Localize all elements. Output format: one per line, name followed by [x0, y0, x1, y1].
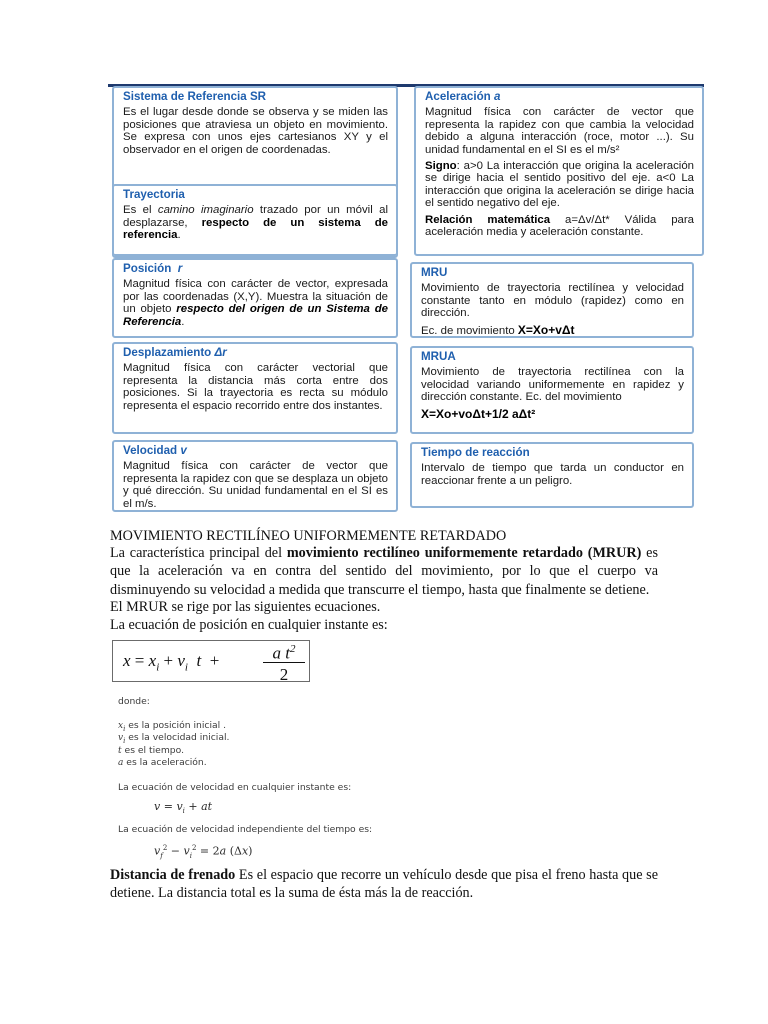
text-run: a=Δv/Δt* Válida para aceleración media y aceleración constante.: [425, 213, 694, 239]
position-formula: [112, 640, 310, 682]
box-title: Tiempo de reacción: [421, 446, 530, 459]
text-run: trazado por un móvil al desplazarse,: [123, 204, 388, 229]
box-title: [123, 445, 388, 457]
text-bold: respecto de un sistema de referencia: [123, 216, 388, 242]
notes-velocity-indep-label: La ecuación de velocidad independiente del tiempo es:: [118, 824, 373, 835]
formula-fraction: a $t^2$ 2: [263, 643, 305, 685]
text-run: .: [177, 229, 181, 242]
text-run: La característica principal del: [110, 545, 287, 561]
text-bold-italic: respecto del origen de un Sistema de Referencia: [123, 303, 388, 328]
paragraph-mrur: [110, 544, 658, 599]
paragraph-distancia-frenado: [110, 866, 658, 903]
box-velocidad: [112, 440, 398, 512]
box-title: [123, 263, 388, 275]
box-mrua: [410, 346, 694, 434]
text-bold: movimiento rectilíneo uniformemente retardado (MRUR): [286, 545, 642, 561]
velocity-indep-equation: $v_f^2 - v_i^2 = 2a$ (Δx): [154, 844, 253, 860]
box-posicion: [112, 258, 398, 338]
text-run: Es el: [123, 204, 158, 217]
box-body: [123, 278, 388, 328]
notes-image: [112, 690, 402, 862]
box-signo: [425, 160, 694, 210]
box-title: MRUA: [421, 350, 456, 363]
box-trayectoria: [112, 184, 398, 256]
text-run: Magnitud física con carácter de vector, expresada por las coordenadas (X,Y). Muestra la situación de un objeto: [123, 278, 388, 316]
box-title: MRU: [421, 266, 448, 279]
title-text: Posición: [123, 262, 172, 275]
box-body: Magnitud física con carácter vectorial que representa la distancia más corta entre dos posiciones. Si la trayectoria es recta su módulo representa el espacio recorrido entre dos instantes.: [123, 362, 388, 412]
box-body: Magnitud física con carácter de vector que representa la rapidez con que se desplaza un objeto y qué dirección. Su unidad fundamental en el SI es el m/s.: [123, 460, 388, 510]
title-text: Aceleración: [425, 90, 491, 103]
box-title: [123, 347, 388, 359]
box-mru: [410, 262, 694, 338]
text-run: Es el espacio que recorre un vehículo desde que pisa el freno hasta que se detiene. La distancia total es la suma de ésta más la de reacción.: [110, 867, 659, 902]
notes-donde: donde:: [118, 696, 150, 707]
equation: X=Xo+vΔt: [517, 322, 575, 337]
text-run: es que la aceleración va en contra del sentido del movimiento, por lo que el cuerpo va disminuyendo su velocidad a medida que transcurre el tiempo, hasta que finalmente se detiene.: [110, 545, 658, 598]
section-heading: MOVIMIENTO RECTILÍNEO UNIFORMEMENTE RETARDADO: [110, 528, 507, 544]
box-equation: [421, 324, 684, 337]
box-body: Movimiento de trayectoria rectilínea con la velocidad variando uniformemente en rapidez y dirección constante. Ec. del movimiento: [421, 366, 684, 404]
notes-velocity-label: La ecuación de velocidad en cualquier instante es:: [118, 782, 352, 793]
title-symbol: r: [177, 262, 183, 275]
velocity-equation: $v = v_i$ + at: [154, 800, 213, 816]
formula-lhs: $x = x_i + v_i$ t +: [123, 651, 220, 674]
title-symbol: a: [493, 90, 501, 103]
title-text: Velocidad: [123, 444, 178, 457]
text-bold: Distancia de frenado: [110, 867, 236, 883]
text-italic: camino imaginario: [157, 204, 254, 217]
box-body: Movimiento de trayectoria rectilínea y velocidad constante tanto en módulo (rapidez) como en dirección.: [421, 282, 684, 320]
box-body: Magnitud física con carácter de vector que representa la rapidez con que cambia la velocidad debido a alguna interacción (roce, motor ...). Su unidad fundamental en el SI es el m/s²: [425, 106, 694, 156]
text-bold: Signo: [425, 160, 457, 173]
concept-map-figure: [108, 84, 704, 514]
paragraph-ecuaciones: El MRUR se rige por las siguientes ecuaciones.: [110, 599, 381, 615]
box-body: Intervalo de tiempo que tarda un conductor en reaccionar frente a un peligro.: [421, 462, 684, 487]
text-bold: Relación matemática: [425, 213, 551, 226]
text-run: Ec. de movimiento: [421, 324, 518, 337]
box-title: Sistema de Referencia SR: [123, 90, 267, 103]
box-tiempo-reaccion: [410, 442, 694, 508]
title-symbol: Δr: [214, 346, 227, 359]
box-equation: [421, 408, 684, 421]
box-title: [425, 91, 694, 103]
box-relacion: [425, 214, 694, 239]
notes-vi: $v_i$ es la velocidad inicial.: [118, 732, 230, 745]
box-body: Es el lugar desde donde se observa y se miden las posiciones que atraviesa un objeto en movimiento. Se expresa con unos ejes cartesianos XY y el observador en el origen de coordenadas.: [123, 106, 388, 156]
notes-xi: $x_i$ es la posición inicial .: [118, 720, 227, 733]
box-body: [123, 204, 388, 241]
title-text: Desplazamiento: [123, 346, 212, 359]
paragraph-posicion: La ecuación de posición en cualquier instante es:: [110, 617, 388, 633]
equation: X=Xo+voΔt+1/2 aΔt²: [421, 406, 536, 421]
title-symbol: v: [180, 444, 187, 457]
box-aceleracion: [414, 86, 704, 256]
box-desplazamiento: [112, 342, 398, 434]
notes-t: t es el tiempo.: [118, 745, 184, 756]
notes-a: a es la aceleración.: [118, 757, 207, 768]
box-title: Trayectoria: [123, 188, 185, 201]
text-run: .: [181, 315, 185, 328]
text-run: : a>0 La interacción que origina la aceleración se dirige hacia el sentido positivo del eje. a<0 La interacción que origina la aceleración se dirige hacia el sentido negativo del eje.: [425, 160, 694, 210]
